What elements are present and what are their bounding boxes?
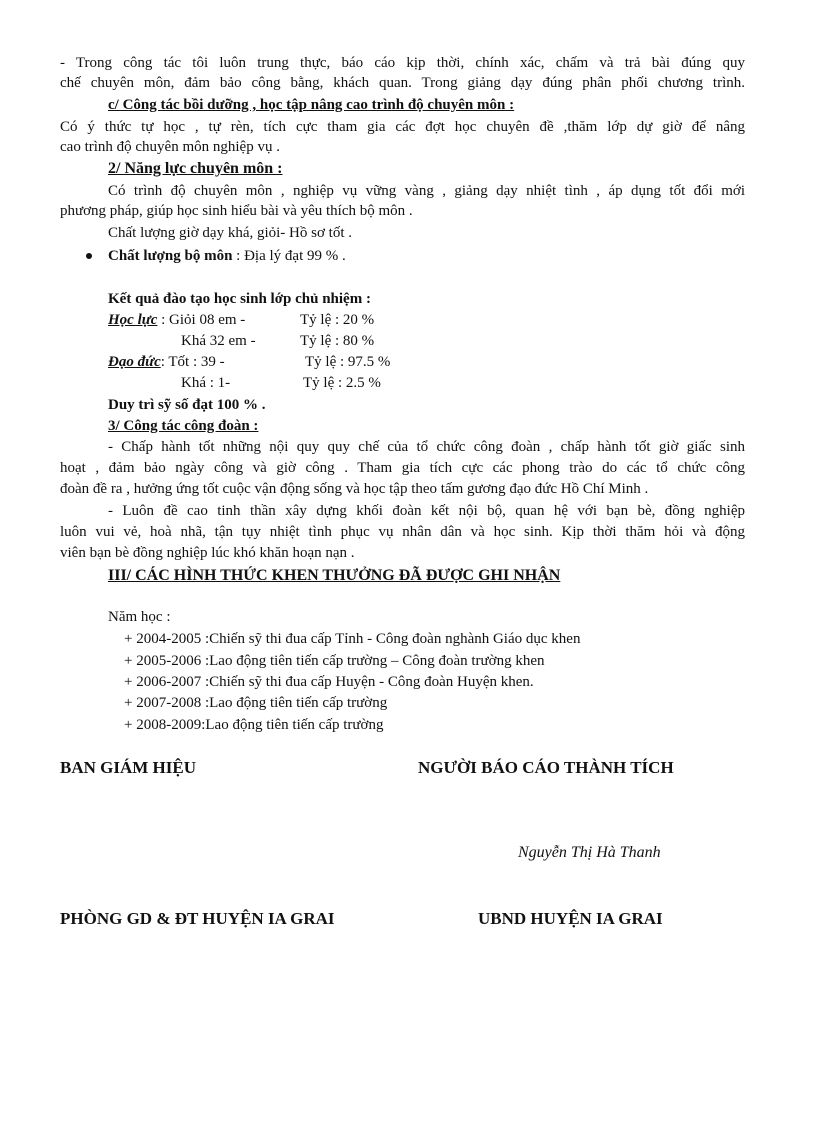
phong-gd-title: PHÒNG GD & ĐT HUYỆN IA GRAI	[60, 909, 335, 928]
ket-qua-heading: Kết quả đào tạo học sinh lớp chủ nhiệm :	[108, 291, 371, 307]
section-2-heading: 2/ Năng lực chuyên môn :	[108, 160, 283, 177]
dao-duc-2: Khá : 1-	[181, 375, 231, 391]
dao-duc-2-rate: Tỷ lệ : 2.5 %	[303, 375, 381, 391]
cong-doan-p2-line-1: - Luôn đề cao tinh thần xây dựng khối đoàn kết nội bộ, quan hệ với bạn bè, đồng nghiệp	[108, 503, 745, 519]
dao-duc-1: : Tốt : 39 -	[160, 354, 225, 370]
section-iii-heading: III/ CÁC HÌNH THỨC KHEN THƯỞNG ĐÃ ĐƯỢC GHI NHẬN	[108, 567, 561, 584]
reporter-title: NGƯỜI BÁO CÁO THÀNH TÍCH	[418, 758, 674, 777]
award-item-4: + 2007-2008 :Lao động tiên tiến cấp trường	[124, 695, 388, 711]
hoc-luc-1-rate: Tỷ lệ : 20 %	[300, 312, 375, 328]
award-item-2: + 2005-2006 :Lao động tiên tiến cấp trường – Công đoàn trường khen	[124, 653, 545, 669]
signer-name: Nguyễn Thị Hà Thanh	[518, 844, 661, 861]
nang-luc-line-2: phương pháp, giúp học sinh hiểu bài và yêu thích bộ môn .	[60, 203, 413, 219]
bullet-value: : Địa lý đạt 99 % .	[232, 248, 346, 264]
bullet-dot	[86, 253, 92, 259]
cong-doan-p1-line-2: hoạt , đảm bảo ngày công và giờ công . Tham gia tích cực các phong trào do các tổ chức công	[60, 460, 745, 476]
dao-duc-1-rate: Tỷ lệ : 97.5 %	[305, 354, 391, 370]
nang-luc-line-1: Có trình độ chuyên môn , nghiệp vụ vững vàng , giảng dạy nhiệt tình , áp dụng tốt đổi mới	[108, 183, 745, 199]
c-text-line-2: cao trình độ chuyên môn nghiệp vụ .	[60, 139, 280, 155]
hoc-luc-row-1	[108, 310, 245, 330]
c-text-line-1: Có ý thức tự học , tự rèn, tích cực tham gia các đợt học chuyên đề ,thăm lớp dự giờ để nâng	[60, 119, 745, 135]
cong-doan-p2-line-2: luôn vui vẻ, hoà nhã, tận tụy nhiệt tình phục vụ nhân dân và học sinh. Kịp thời thăm hỏi và động	[60, 524, 745, 540]
cong-doan-p2-line-3: viên bạn bè đồng nghiệp lúc khó khăn hoạn nạn .	[60, 545, 355, 561]
cong-doan-p1-line-1: - Chấp hành tốt những nội quy quy chế của tổ chức công đoàn , chấp hành tốt giờ giấc sinh	[108, 439, 745, 455]
award-item-5: + 2008-2009:Lao động tiên tiến cấp trường	[124, 717, 384, 733]
section-c-heading: c/ Công tác bồi dưỡng , học tập nâng cao trình độ chuyên môn :	[108, 97, 515, 113]
hoc-luc-label: Học lực	[108, 312, 158, 328]
cong-doan-p1-line-3: đoàn đề ra , hưởng ứng tốt cuộc vận động sống và học tập theo tấm gương đạo đức Hồ Chí Minh .	[60, 481, 649, 497]
ban-giam-hieu-title: BAN GIÁM HIỆU	[60, 758, 197, 777]
section-3-heading: 3/ Công tác công đoàn :	[108, 418, 259, 434]
p1-line-2: chế chuyên môn, đảm bảo công bằng, khách quan. Trong giảng dạy đúng phân phối chương trình.	[60, 75, 745, 91]
award-item-3: + 2006-2007 :Chiến sỹ thi đua cấp Huyện - Công đoàn Huyện khen.	[124, 674, 534, 690]
hoc-luc-1: : Giỏi 08 em -	[157, 312, 246, 328]
p1-line-1: - Trong công tác tôi luôn trung thực, báo cáo kịp thời, chính xác, chấm và trả bài đúng quy	[60, 55, 745, 71]
dao-duc-row-1	[108, 352, 225, 372]
dao-duc-label: Đạo đức	[108, 354, 161, 370]
hoc-luc-2: Khá 32 em -	[181, 333, 256, 349]
nang-luc-line-3: Chất lượng giờ dạy khá, giỏi- Hồ sơ tốt .	[108, 225, 352, 241]
hoc-luc-2-rate: Tỷ lệ : 80 %	[300, 333, 375, 349]
award-item-1: + 2004-2005 :Chiến sỹ thi đua cấp Tỉnh - Công đoàn nghành Giáo dục khen	[124, 631, 581, 647]
bullet-line	[108, 246, 346, 266]
khen-thuong-intro: Năm học :	[108, 609, 171, 625]
si-so-line: Duy trì sỹ số đạt 100 % .	[108, 397, 266, 413]
bullet-label: Chất lượng bộ môn	[108, 248, 233, 264]
ubnd-title: UBND HUYỆN IA GRAI	[478, 909, 663, 928]
